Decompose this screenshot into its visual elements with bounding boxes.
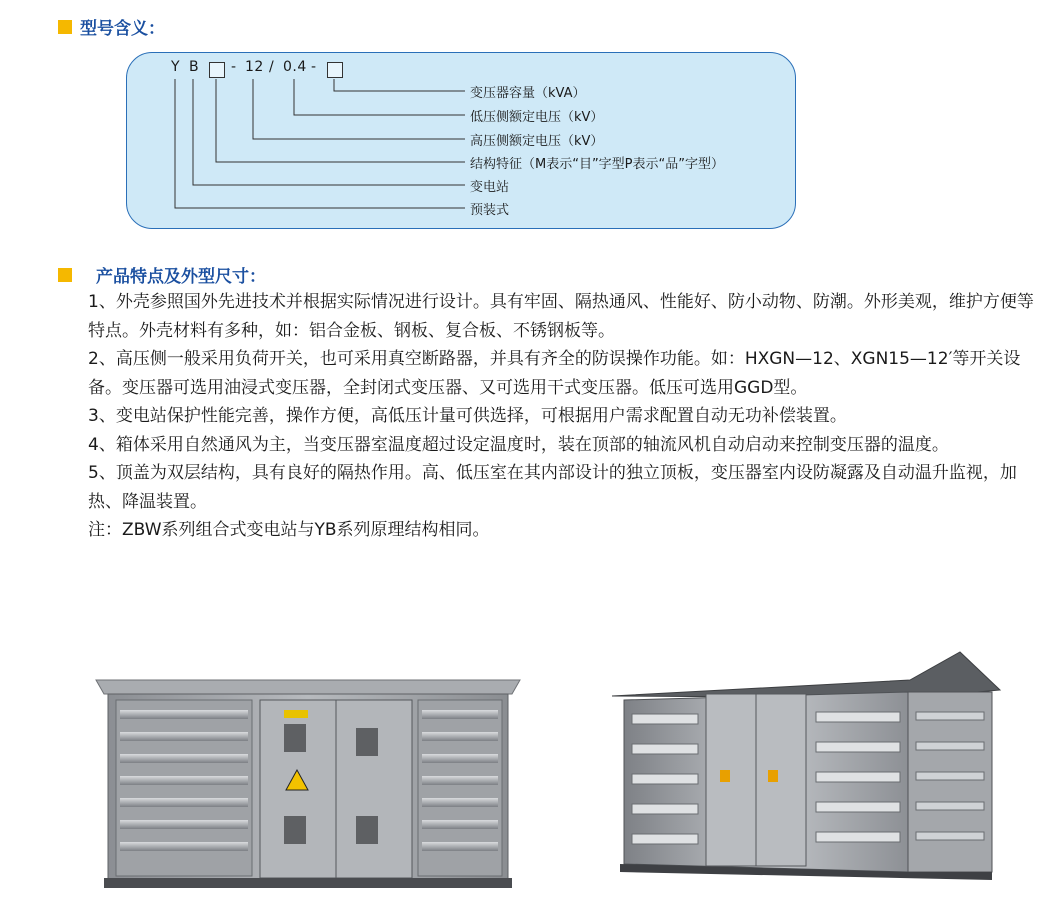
- legend-hv-voltage: 高压侧额定电压（kV）: [470, 134, 604, 149]
- legend-prefab: 预装式: [470, 203, 510, 218]
- model-code-diagram: [126, 52, 796, 229]
- leader-substation: [193, 79, 465, 185]
- section-features-heading: [58, 262, 266, 287]
- substation-photo-flat-roof: [94, 670, 522, 892]
- code-slash: /: [269, 59, 275, 75]
- leader-capacity: [334, 79, 465, 91]
- section-title: 型号含义：: [80, 19, 165, 39]
- paragraph-4: 4、箱体采用自然通风为主，当变压器室温度超过设定温度时，装在顶部的轴流风机自动启动来控制变压器的温度。: [88, 434, 949, 455]
- paragraph-3: 3、变电站保护性能完善，操作方便，高低压计量可供选择，可根据用户需求配置自动无功补偿装置。: [88, 406, 847, 426]
- code-dash-1: -: [231, 59, 237, 75]
- section-model-meaning-heading: [58, 14, 165, 39]
- code-hv-voltage: 12: [245, 59, 264, 75]
- bullet-square-icon: [58, 20, 72, 34]
- bullet-square-icon: [58, 268, 72, 282]
- note: 注：ZBW系列组合式变电站与YB系列原理结构相同。: [88, 520, 490, 540]
- paragraph-2: 2、高压侧一般采用负荷开关，也可采用真空断路器，并具有齐全的防误操作功能。如：HXGN—12、XGN15—12′等开关设备。变压器可选用油浸式变压器，全封闭式变压器、又可选用干式变压器。低压可选用GGD型。: [88, 349, 1021, 398]
- legend-structure: 结构特征（M表示“目”字型P表示“品”字型）: [470, 157, 724, 172]
- substation-photo-pitched-roof: [610, 650, 1002, 882]
- leader-lines: [127, 53, 795, 228]
- features-text: [88, 288, 1038, 545]
- paragraph-5: 5、顶盖为双层结构，具有良好的隔热作用。高、低压室在其内部设计的独立顶板，变压器室内设防凝露及自动温升监视，加热、降温装置。: [88, 463, 1017, 512]
- leader-hv: [253, 79, 465, 139]
- code-b: B: [189, 59, 200, 75]
- legend-capacity: 变压器容量（kVA）: [470, 86, 586, 101]
- leader-prefab: [175, 79, 465, 208]
- paragraph-1: 1、外壳参照国外先进技术并根据实际情况进行设计。具有牢固、隔热通风、性能好、防小动物、防潮。外形美观，维护方便等特点。外壳材料有多种，如：铝合金板、钢板、复合板、不锈钢板等。: [88, 292, 1034, 341]
- legend-lv-voltage: 低压侧额定电压（kV）: [470, 110, 604, 125]
- code-dash-2: -: [311, 59, 317, 75]
- code-y: Y: [171, 59, 181, 75]
- code-lv-voltage: 0.4: [283, 59, 307, 75]
- leader-lv: [294, 79, 465, 115]
- legend-substation: 变电站: [470, 180, 510, 195]
- section-title: 产品特点及外型尺寸：: [96, 267, 266, 287]
